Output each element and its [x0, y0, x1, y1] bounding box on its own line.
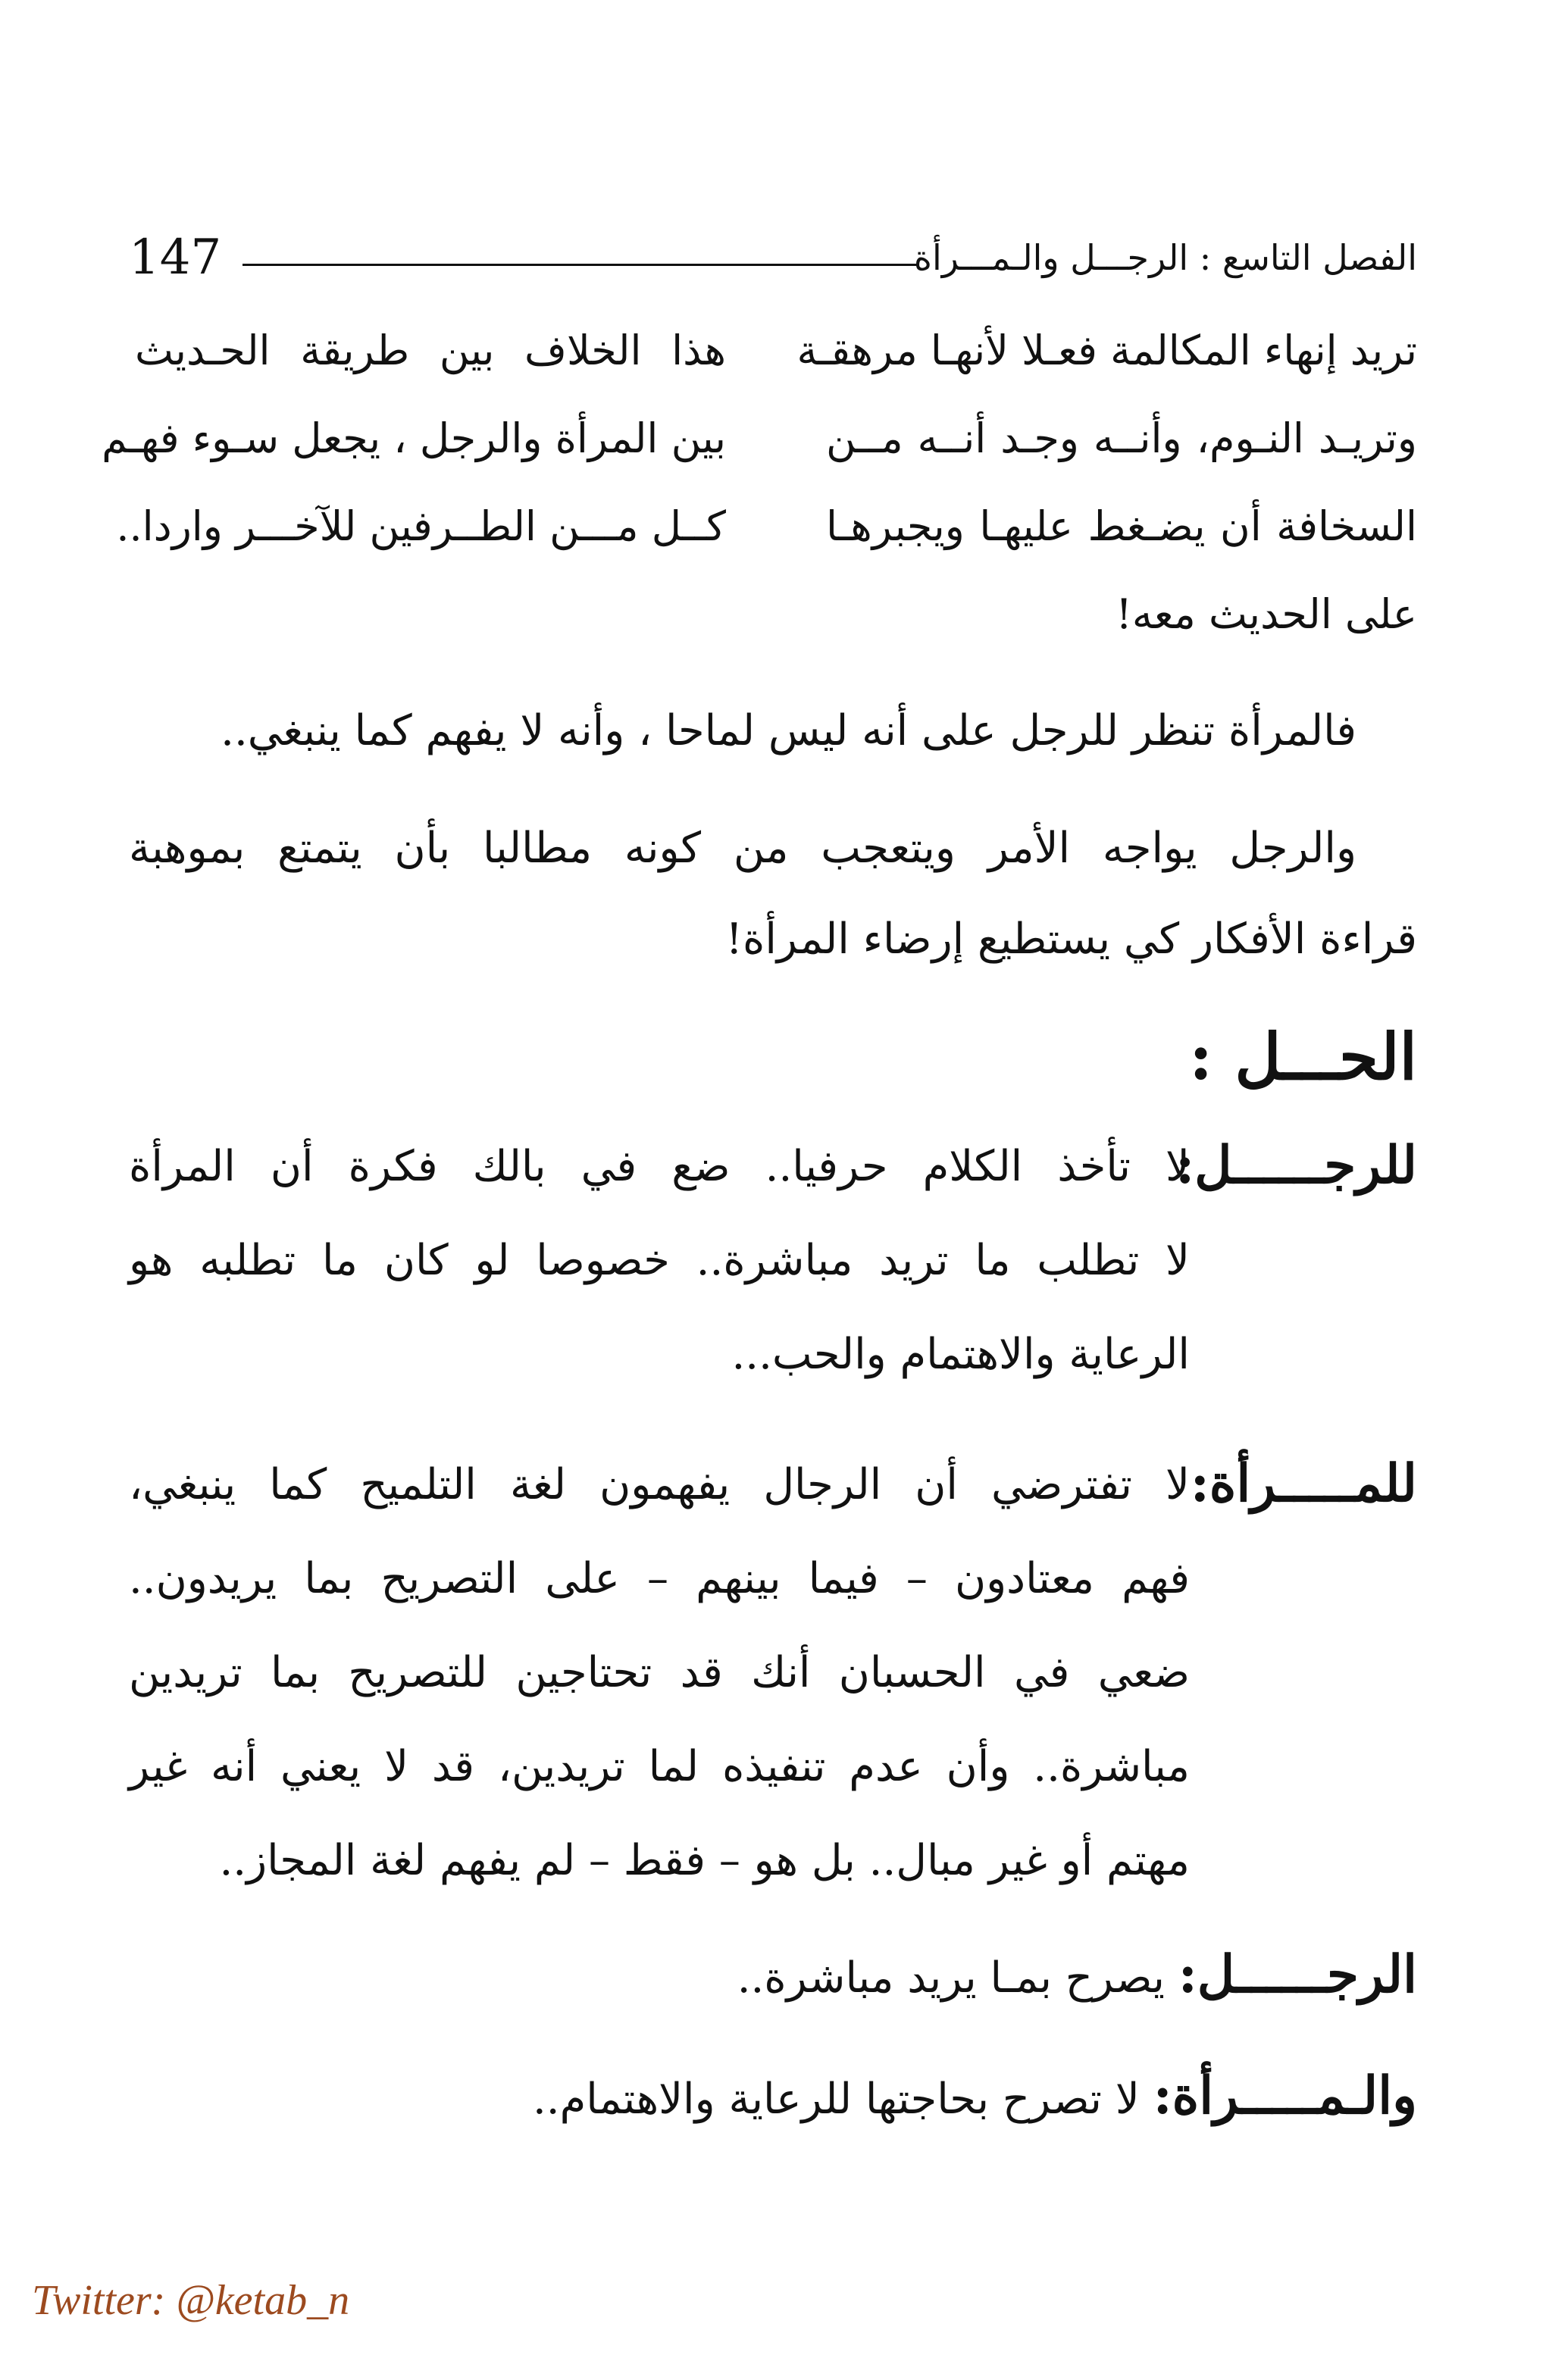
left-column-line: هذا الخلاف بين طريقة الحـديث [135, 327, 726, 374]
advice-line: لا تطلب ما تريد مباشرة.. خصوصا لو كان ما تطلبه هو [129, 1236, 1190, 1285]
header-rule [242, 264, 917, 266]
advice-line: ضعي في الحسبان أنك قد تحتاجين للتصريح بما تريدين [129, 1648, 1190, 1697]
advice-line: مهتم أو غير مبال.. بل هو – فقط – لم يفهم لغة المجاز.. [219, 1836, 1190, 1885]
right-column-line: على الحديث معه! [1116, 590, 1417, 638]
right-column-line: وتريـد النـوم، وأنــه وجـد أنــه مــن [826, 414, 1417, 462]
left-column-line: كــل مـــن الطــرفين للآخـــر واردا.. [116, 502, 726, 550]
page-number: 147 [129, 230, 222, 286]
running-title: الفصل التاسع : الرجـــل والـمـــرأة [913, 237, 1417, 278]
advice-text [129, 1438, 1190, 1908]
section-heading: الحـــل : [1189, 1019, 1417, 1094]
left-column [102, 307, 726, 571]
summary-text: يصرح بمـا يريد مباشرة.. [737, 1953, 1178, 2003]
summary-woman [533, 2050, 1417, 2155]
advice-line: لا تفترضي أن الرجال يفهمون لغة التلميح كما ينبغي، [129, 1460, 1190, 1509]
paragraph-man-view [129, 803, 1417, 985]
right-column [796, 307, 1417, 658]
advice-label: للرجــــــل: [1175, 1135, 1417, 1196]
paragraph-line: والرجل يواجه الأمر ويتعجب من كونه مطالبا بأن يتمتع بموهبة [129, 824, 1356, 873]
watermark: Twitter: @ketab_n [32, 2277, 350, 2324]
advice-text [129, 1120, 1190, 1402]
page-header [129, 227, 1417, 288]
paragraph-woman-view: فالمرأة تنظر للرجل على أنه ليس لماحا ، وأنه لا يفهم كما ينبغي.. [221, 706, 1356, 755]
advice-line: لا تأخذ الكلام حرفيا.. ضع في بالك فكرة أن المرأة [129, 1142, 1190, 1191]
left-column-line: بين المرأة والرجل ، يجعل سـوء فهـم [102, 414, 726, 462]
advice-line: مباشرة.. وأن عدم تنفيذه لما تريدين، قد لا يعني أنه غير [129, 1742, 1190, 1791]
summary-label: والـمـــــرأة: [1153, 2066, 1417, 2126]
advice-for-women [129, 1438, 1417, 1908]
paragraph-line: قراءة الأفكار كي يستطيع إرضاء المرأة! [725, 915, 1417, 964]
advice-line: فهم معتادون – فيما بينهم – على التصريح بما يريدون.. [129, 1554, 1190, 1603]
right-column-line: السخافة أن يضـغط عليهـا ويجبرهـا [826, 502, 1417, 550]
advice-line: الرعاية والاهتمام والحب... [731, 1330, 1190, 1379]
right-column-line: تريد إنهاء المكالمة فعـلا لأنهـا مرهقـة [796, 327, 1417, 374]
summary-man [737, 1929, 1417, 2034]
advice-for-men [129, 1120, 1417, 1415]
summary-label: الرجــــــل: [1178, 1944, 1417, 2005]
summary-text: لا تصرح بحاجتها للرعاية والاهتمام.. [532, 2075, 1153, 2124]
advice-label: للمـــــرأة: [1190, 1453, 1417, 1514]
